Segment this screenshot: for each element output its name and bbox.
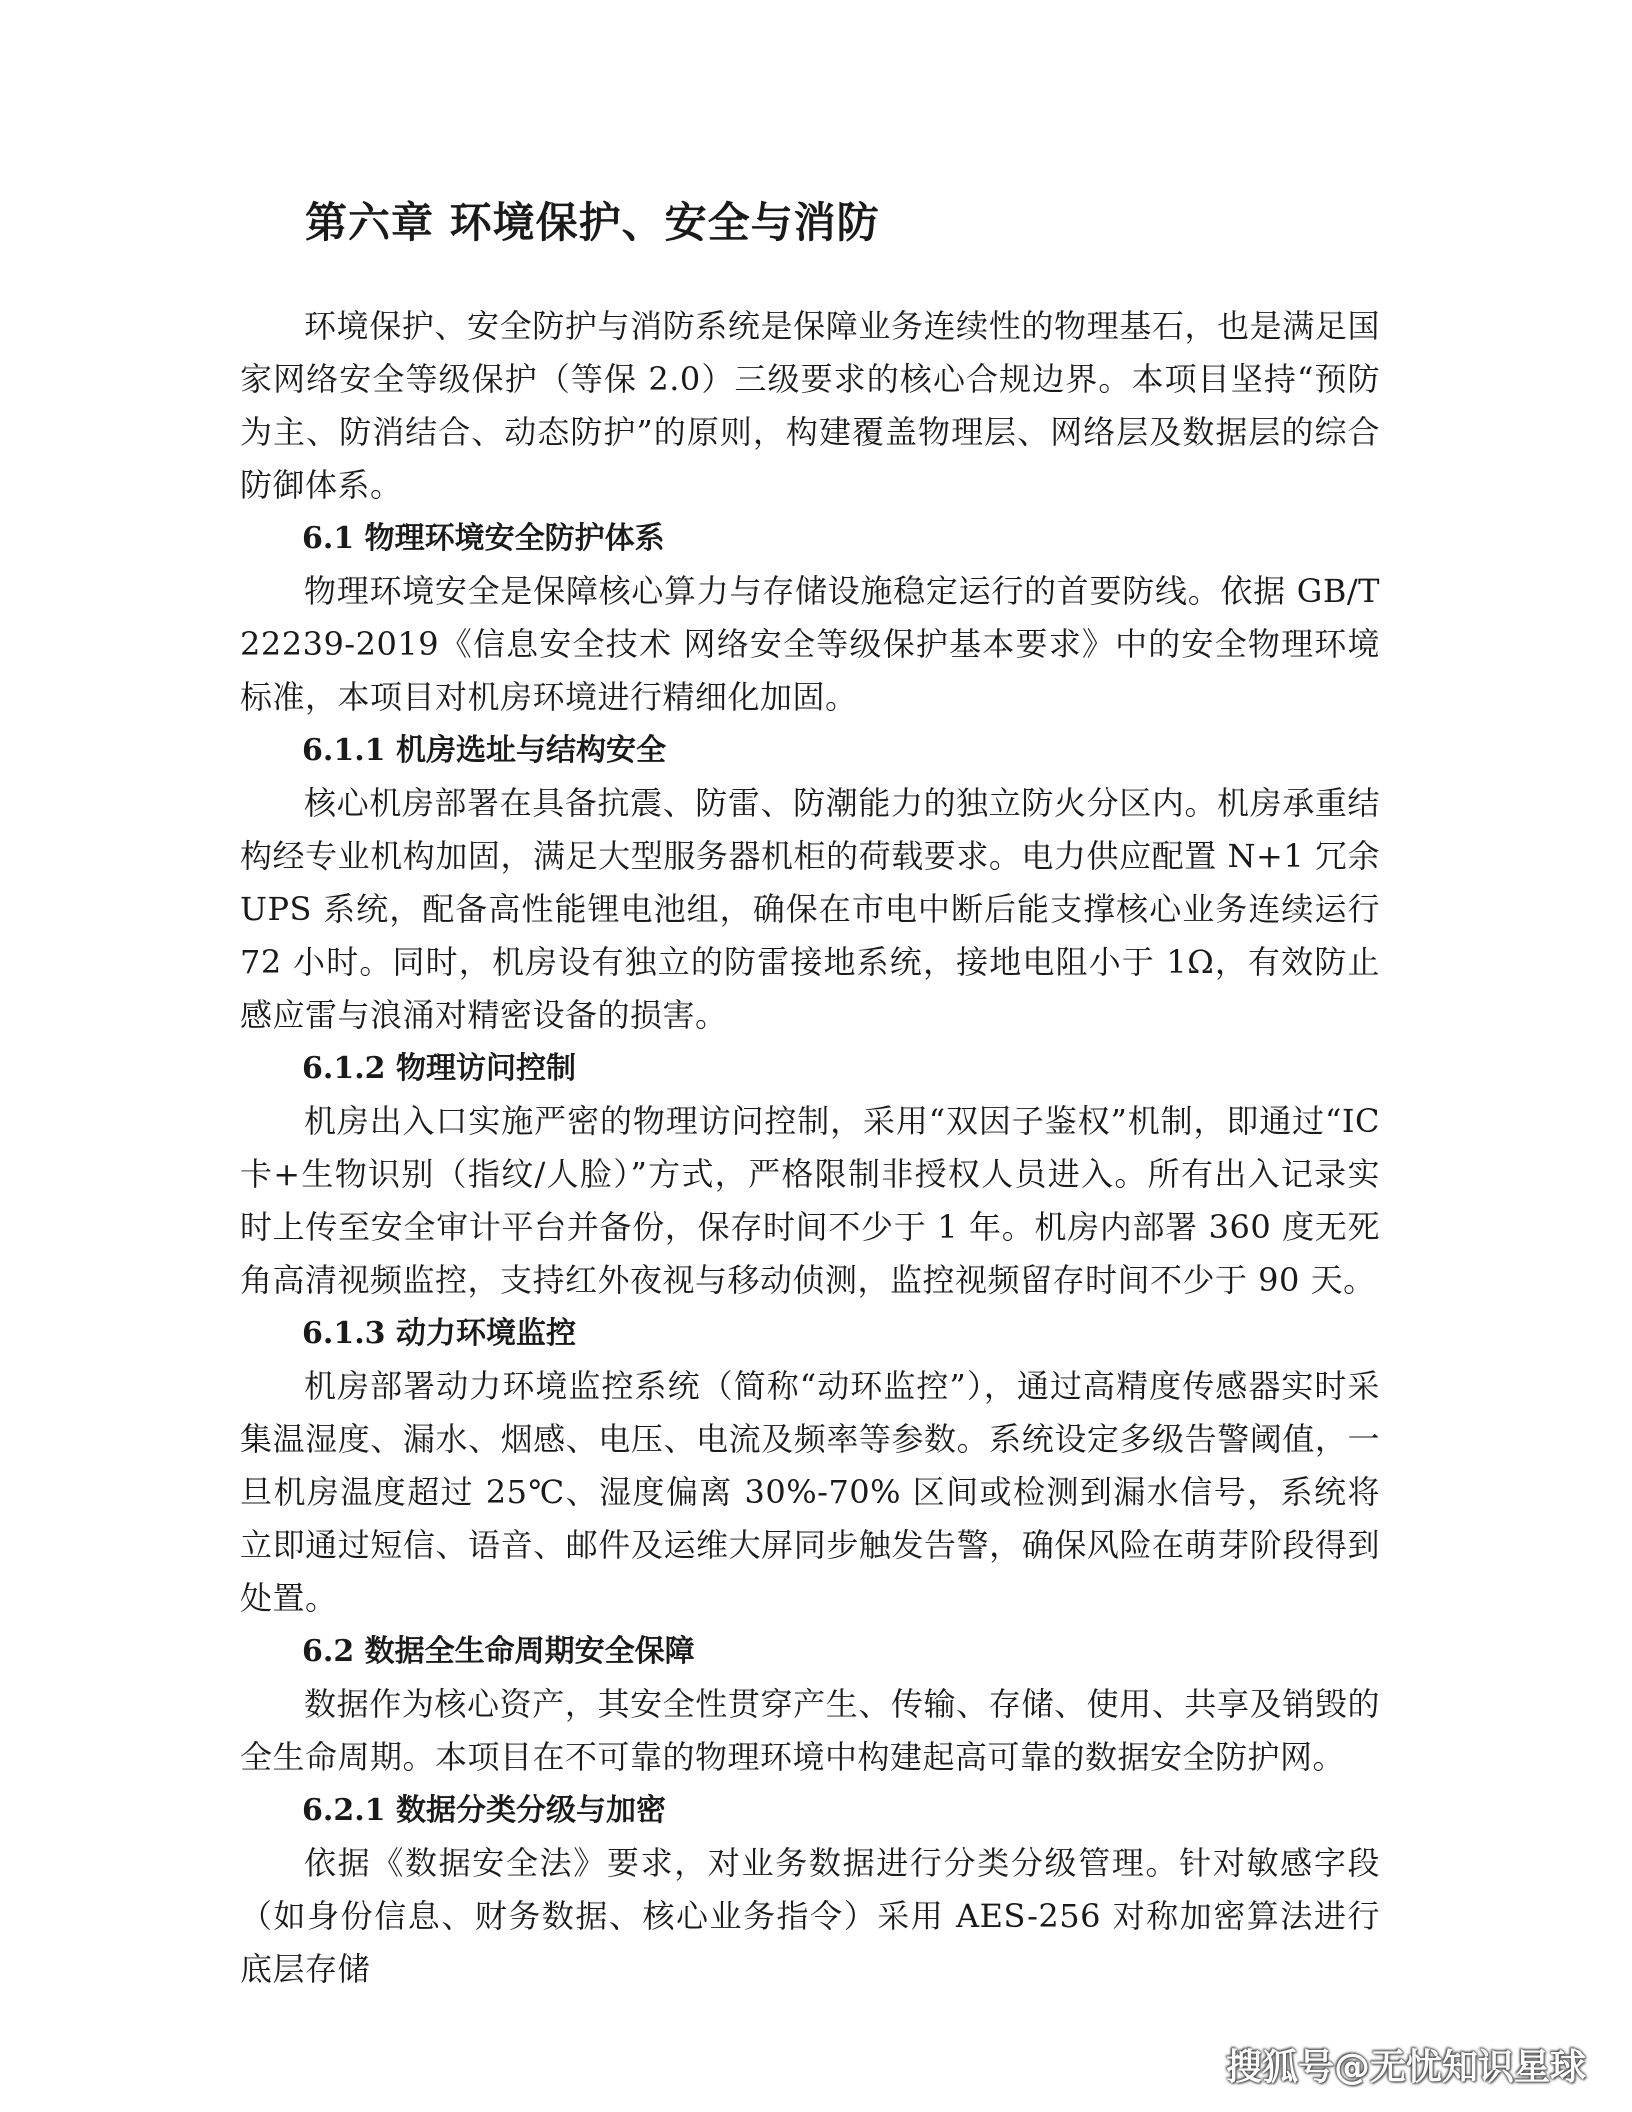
section-6-2-heading: 6.2 数据全生命周期安全保障: [302, 1634, 695, 1669]
section-6-2-1-paragraph: 依据《数据安全法》要求，对业务数据进行分类分级管理。针对敏感字段（如身份信息、财务数据、核心业务指令）采用 AES-256 对称加密算法进行底层存储: [240, 1844, 1380, 1988]
section-6-2-paragraph: 数据作为核心资产，其安全性贯穿产生、传输、存储、使用、共享及销毁的全生命周期。本项目在不可靠的物理环境中构建起高可靠的数据安全防护网。: [240, 1685, 1380, 1776]
chapter-title: 第六章 环境保护、安全与消防: [305, 198, 880, 247]
watermark: 搜狐号@无忧知识星球: [1225, 2047, 1586, 2088]
section-6-1-heading: 6.1 物理环境安全防护体系: [302, 521, 665, 556]
section-6-1-2-paragraph: 机房出入口实施严密的物理访问控制，采用“双因子鉴权”机制，即通过“IC卡+生物识别（指纹/人脸）”方式，严格限制非授权人员进入。所有出入记录实时上传至安全审计平台并备份，保存时间不少于 1 年。机房内部署 360 度无死角高清视频监控，支持红外夜视与移动侦测，监控视频留存时间不少于 90 天。: [240, 1102, 1380, 1299]
section-6-1-paragraph: 物理环境安全是保障核心算力与存储设施稳定运行的首要防线。依据 GB/T 22239-2019《信息安全技术 网络安全等级保护基本要求》中的安全物理环境标准，本项目对机房环境进行精细化加固。: [240, 572, 1380, 716]
section-6-1-2-heading: 6.1.2 物理访问控制: [302, 1051, 576, 1086]
section-6-1-3-paragraph: 机房部署动力环境监控系统（简称“动环监控”），通过高精度传感器实时采集温湿度、漏水、烟感、电压、电流及频率等参数。系统设定多级告警阈值，一旦机房温度超过 25℃、湿度偏离 30%-70% 区间或检测到漏水信号，系统将立即通过短信、语音、邮件及运维大屏同步触发告警，确保风险在萌芽阶段得到处置。: [240, 1367, 1380, 1617]
section-6-1-1-paragraph: 核心机房部署在具备抗震、防雷、防潮能力的独立防火分区内。机房承重结构经专业机构加固，满足大型服务器机柜的荷载要求。电力供应配置 N+1 冗余 UPS 系统，配备高性能锂电池组，确保在市电中断后能支撑核心业务连续运行 72 小时。同时，机房设有独立的防雷接地系统，接地电阻小于 1Ω，有效防止感应雷与浪涌对精密设备的损害。: [240, 784, 1380, 1034]
intro-paragraph: 环境保护、安全防护与消防系统是保障业务连续性的物理基石，也是满足国家网络安全等级保护（等保 2.0）三级要求的核心合规边界。本项目坚持“预防为主、防消结合、动态防护”的原则，构建覆盖物理层、网络层及数据层的综合防御体系。: [240, 307, 1380, 504]
section-6-1-1-heading: 6.1.1 机房选址与结构安全: [302, 733, 666, 768]
section-6-2-1-heading: 6.2.1 数据分类分级与加密: [302, 1793, 666, 1828]
section-6-1-3-heading: 6.1.3 动力环境监控: [302, 1316, 576, 1351]
document-body: [240, 300, 1380, 1996]
